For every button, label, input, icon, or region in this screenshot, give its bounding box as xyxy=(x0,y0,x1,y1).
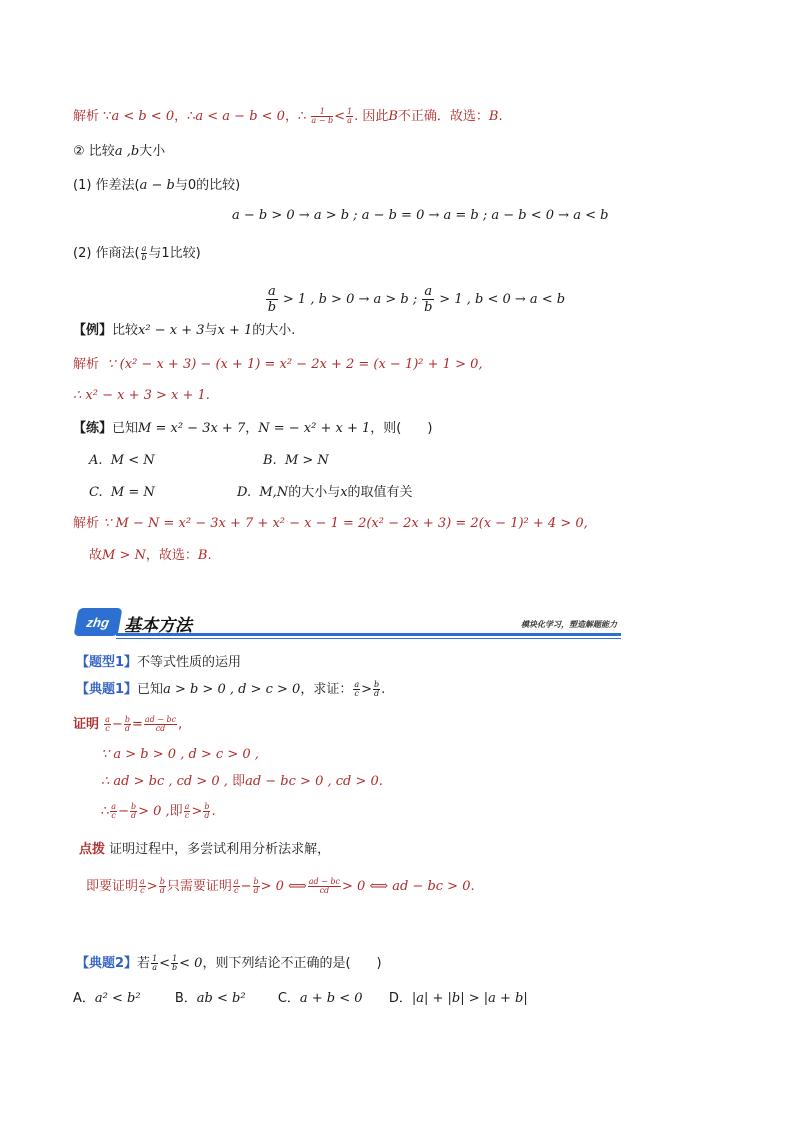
fraction: $\frac{a}{b}$ xyxy=(424,284,433,315)
option-b: B. M > N xyxy=(263,453,329,468)
fraction: $\frac{b}{d}$ xyxy=(204,802,210,820)
practice-tag: 【练】 xyxy=(73,421,113,436)
banner-title: 基本方法 xyxy=(124,616,192,636)
section-heading: ② 比较a ,b大小 xyxy=(73,144,166,159)
practice-solution-line1: 解析 ∵ M − N = x² − 3x + 7 + x² − x − 1 = 2(x² − 2x + 3) = 2(x − 1)² + 4 > 0, xyxy=(73,516,588,531)
fraction: $\frac{b}{d}$ xyxy=(159,877,165,895)
proof-line3: ∴ ad > bc , cd > 0 , 即ad − bc > 0 , cd > 0. xyxy=(101,774,383,789)
ratio-method-heading: (2) 作商法( $\frac{a}{b}$ 与1比较) xyxy=(73,244,201,262)
hint-line1: 点拨 证明过程中，多尝试利用分析法求解， xyxy=(79,842,331,857)
fraction: $\frac{a}{c}$ xyxy=(105,715,110,733)
analysis-line: 解析 ∵a < b < 0，∴a < a − b < 0，∴ $\frac{1}{a - b}$ < $\frac{1}{a}$ . 因此B不正确．故选：B. xyxy=(73,107,503,125)
hint-line2: 即要证明 $\frac{a}{c}$ > $\frac{b}{d}$ 只需要证明 $\frac{a}{c}$ − $\frac{b}{d}$ > 0 ⟺ $\frac{ad - bc}{cd}$ > 0 ⟺ ad − bc > 0. xyxy=(86,877,475,895)
fraction: $\frac{a}{c}$ xyxy=(140,877,145,895)
fraction: $\frac{1}{a - b}$ xyxy=(311,107,334,125)
example-tag: 【例】 xyxy=(73,323,113,338)
example-solution-line1: 解析 ∵ (x² − x + 3) − (x + 1) = x² − 2x + 2 = (x − 1)² + 1 > 0, xyxy=(73,357,483,372)
fraction: $\frac{ad - bc}{cd}$ xyxy=(308,877,341,895)
fraction: $\frac{b}{d}$ xyxy=(130,802,137,820)
banner-slogan: 模块化学习，塑造解题能力 xyxy=(521,620,617,629)
proof-line4: ∴ $\frac{a}{c}$ − $\frac{b}{d}$ > 0 ,即 $\frac{a}{c}$ > $\frac{b}{d}$ . xyxy=(101,802,216,820)
type-tag: 【题型1】 xyxy=(76,655,138,670)
problem-tag: 【典题2】 xyxy=(76,956,138,971)
option-a: A．a² < b² xyxy=(73,991,141,1006)
option-c: C. M = N xyxy=(89,485,155,500)
practice-question: 【练】已知M = x² − 3x + 7，N = − x² + x + 1，则( ) xyxy=(73,421,433,436)
fraction: $\frac{1}{b}$ xyxy=(172,954,178,972)
fraction: $\frac{1}{a}$ xyxy=(346,107,353,125)
banner-rule xyxy=(116,638,621,639)
diff-method-heading: (1) 作差法(a − b与0的比较) xyxy=(73,178,241,193)
proof-label: 证明 xyxy=(73,717,100,732)
option-a: A. M < N xyxy=(89,453,155,468)
typical-problem-2: 【典题2】若 $\frac{1}{a}$ < $\frac{1}{b}$ < 0，则下列结论不正确的是( ) xyxy=(76,954,382,972)
diff-method-formula: a − b > 0 → a > b ; a − b = 0 → a = b ; a − b < 0 → a < b xyxy=(232,208,609,223)
example-question: 【例】比较x² − x + 3与x + 1的大小. xyxy=(73,323,296,338)
fraction: $\frac{a}{c}$ xyxy=(354,680,360,698)
option-c: C．a + b < 0 xyxy=(277,991,363,1006)
fraction: $\frac{a}{b}$ xyxy=(141,244,147,262)
type-heading: 【题型1】不等式性质的运用 xyxy=(76,655,242,670)
fraction: $\frac{1}{a}$ xyxy=(152,954,158,972)
fraction: $\frac{a}{b}$ xyxy=(267,284,277,315)
fraction: $\frac{a}{c}$ xyxy=(111,802,117,820)
problem-tag: 【典题1】 xyxy=(76,682,138,697)
option-d: D．|a| + |b| > |a + b| xyxy=(388,991,528,1006)
fraction: $\frac{ad - bc}{cd}$ xyxy=(144,715,177,733)
fraction: $\frac{a}{c}$ xyxy=(233,877,239,895)
hint-label: 点拨 xyxy=(79,842,106,857)
option-d: D. M,N的大小与x的取值有关 xyxy=(237,485,413,500)
fraction: $\frac{b}{d}$ xyxy=(253,877,259,895)
section-banner xyxy=(76,605,621,639)
fraction: $\frac{a}{c}$ xyxy=(184,802,190,820)
options-row xyxy=(73,990,528,1008)
fraction: $\frac{b}{d}$ xyxy=(374,680,380,698)
typical-problem-1: 【典题1】已知a > b > 0 , d > c > 0，求证： $\frac{a}{c}$ > $\frac{b}{d}$ . xyxy=(76,680,386,698)
proof-line1: 证明 $\frac{a}{c}$ − $\frac{b}{d}$ = $\frac{ad - bc}{cd}$ , xyxy=(73,715,183,733)
proof-line2: ∵ a > b > 0 , d > c > 0 , xyxy=(101,747,259,762)
practice-solution-line2: 故M > N，故选：B. xyxy=(89,548,212,563)
fraction: $\frac{b}{d}$ xyxy=(124,715,130,733)
analysis-label: 解析 xyxy=(73,109,100,124)
option-b: B．ab < b² xyxy=(174,991,246,1006)
example-solution-line2: ∴ x² − x + 3 > x + 1. xyxy=(73,388,210,403)
ratio-method-formula: $\frac{a}{b}$ > 1 , b > 0 → a > b ; $\frac{a}{b}$ > 1 , b < 0 → a < b xyxy=(267,284,566,315)
zhg-logo-badge: zhg xyxy=(74,608,123,636)
